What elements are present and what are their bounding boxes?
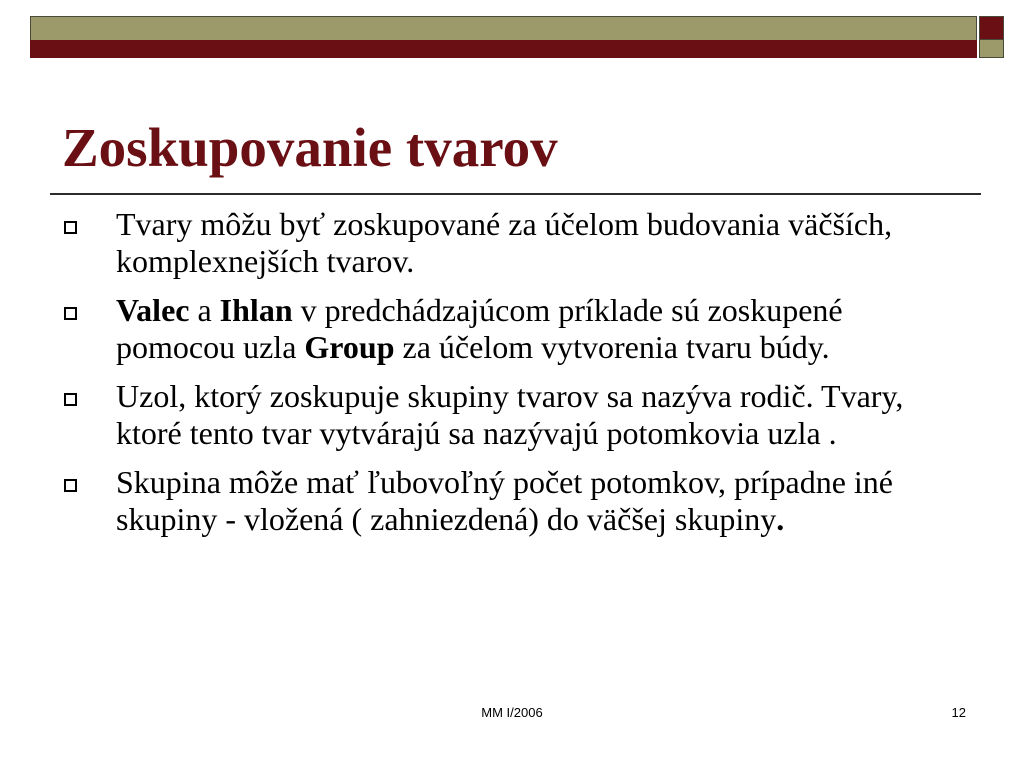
hollow-square-bullet-icon bbox=[64, 393, 77, 406]
text-run: za účelom vytvorenia tvaru búdy. bbox=[394, 329, 830, 365]
bullet-item bbox=[62, 206, 962, 280]
footer-label: MM I/2006 bbox=[481, 705, 543, 720]
header-band-light bbox=[30, 16, 977, 40]
slide-title: Zoskupovanie tvarov bbox=[62, 117, 558, 178]
text-run: a bbox=[189, 292, 220, 328]
bullet-item bbox=[62, 464, 962, 538]
text-run: Tvary môžu byť zoskupované za účelom budovania väčších, komplexnejších tvarov. bbox=[116, 206, 893, 279]
text-run: v predchádzajúcom príklade sú zoskupené pomocou uzla bbox=[116, 292, 843, 365]
bold-term: Group bbox=[304, 329, 395, 365]
header-corner-light bbox=[979, 40, 1004, 58]
page-number: 12 bbox=[951, 705, 966, 720]
header-band-dark bbox=[30, 40, 977, 58]
title-divider bbox=[50, 193, 981, 195]
text-run: Uzol, ktorý zoskupuje skupiny tvarov sa nazýva rodič. Tvary, ktoré tento tvar vytvárajú sa nazývajú potomkovia uzla . bbox=[116, 378, 904, 451]
hollow-square-bullet-icon bbox=[64, 307, 77, 320]
bullet-list bbox=[62, 206, 962, 550]
bold-period: . bbox=[776, 501, 785, 537]
header-corner-dark bbox=[979, 16, 1004, 40]
hollow-square-bullet-icon bbox=[64, 479, 77, 492]
bold-term: Ihlan bbox=[219, 292, 293, 328]
bullet-item bbox=[62, 292, 962, 366]
hollow-square-bullet-icon bbox=[64, 221, 77, 234]
bullet-text bbox=[116, 464, 893, 537]
bold-term: Valec bbox=[116, 292, 190, 328]
bullet-item bbox=[62, 378, 962, 452]
text-run: Skupina môže mať ľubovoľný počet potomkov, prípadne iné skupiny - vložená ( zahniezdená) do väčšej skupiny bbox=[116, 464, 893, 537]
bullet-text bbox=[116, 292, 843, 365]
bullet-text bbox=[116, 206, 892, 279]
bullet-text bbox=[116, 378, 903, 451]
